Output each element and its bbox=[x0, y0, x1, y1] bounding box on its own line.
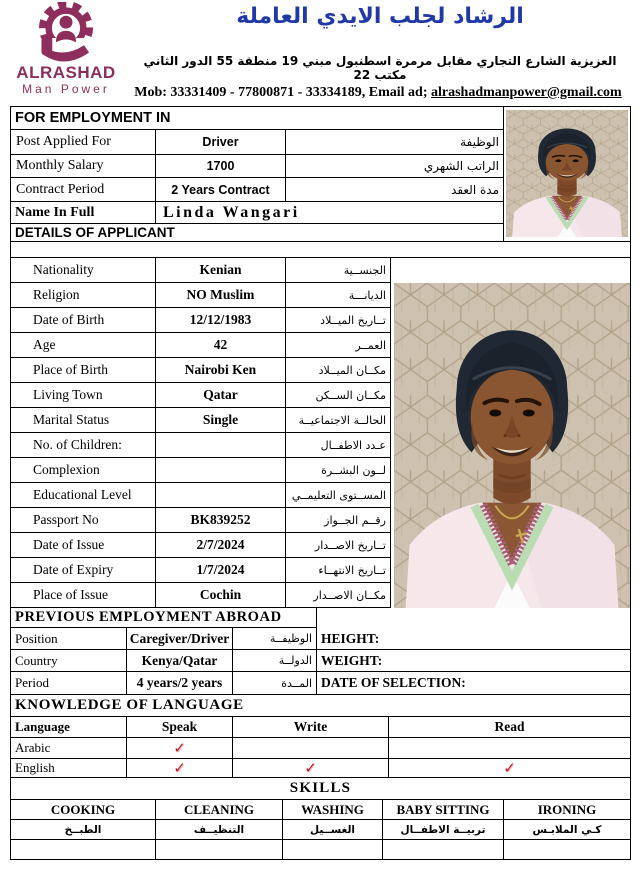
read-cell bbox=[389, 738, 630, 758]
language-column-header: Language bbox=[11, 717, 127, 737]
contact-numbers: Mob: 33331409 - 77800871 - 33334189, Email ad; bbox=[134, 85, 431, 100]
logo-subtitle: Man Power bbox=[22, 81, 110, 96]
field-label-arabic: مكــان الميــلاد bbox=[318, 363, 386, 377]
language-name: Arabic bbox=[11, 738, 127, 758]
agency-title-arabic: الرشاد لجلب الايدي العاملة bbox=[236, 4, 524, 29]
previous-section-title: PREVIOUS EMPLOYMENT ABROAD bbox=[11, 608, 317, 628]
skill-arabic: التنظيــف bbox=[156, 820, 283, 839]
check-icon: ✓ bbox=[304, 759, 317, 777]
details-row bbox=[11, 258, 390, 283]
field-label-arabic: الديانـــة bbox=[348, 288, 386, 302]
field-value: 4 years/2 years bbox=[127, 672, 233, 694]
logo-name: ALRASHAD bbox=[16, 63, 116, 82]
employment-row bbox=[11, 155, 503, 178]
field-label-arabic: رقــم الجــواز bbox=[324, 513, 386, 527]
check-icon: ✓ bbox=[503, 759, 516, 777]
field-label: Contract Period bbox=[11, 178, 156, 201]
field-label-arabic: الوظيفــة bbox=[233, 628, 317, 649]
field-label-arabic: الوظيفة bbox=[460, 135, 499, 149]
skill-header: WASHING bbox=[283, 800, 383, 819]
field-label: Complexion bbox=[11, 458, 156, 482]
details-row bbox=[11, 533, 390, 558]
skills-header-row bbox=[11, 800, 630, 820]
skills-section-title: SKILLS bbox=[11, 778, 630, 800]
measurement-label: HEIGHT: bbox=[321, 630, 380, 646]
email-link[interactable]: alrashadmanpower@gmail.com bbox=[430, 85, 622, 100]
details-row bbox=[11, 558, 390, 583]
field-label: Place of Issue bbox=[11, 583, 156, 607]
field-label: No. of Children: bbox=[11, 433, 156, 457]
field-label-arabic: مدة العقد bbox=[451, 182, 499, 197]
details-row bbox=[11, 433, 390, 458]
previous-row bbox=[11, 628, 630, 650]
skill-empty-cell bbox=[11, 840, 156, 859]
skill-header: COOKING bbox=[11, 800, 156, 819]
field-value: 12/12/1983 bbox=[156, 308, 286, 332]
field-label-arabic: الدولــة bbox=[233, 650, 317, 671]
manpower-logo-icon bbox=[22, 2, 110, 64]
skill-header: IRONING bbox=[537, 801, 597, 817]
field-label: Country bbox=[11, 650, 127, 671]
field-label: Monthly Salary bbox=[11, 155, 156, 177]
language-header-row bbox=[11, 717, 630, 738]
skills-section bbox=[11, 778, 630, 859]
details-row bbox=[11, 308, 390, 333]
language-row bbox=[11, 759, 630, 778]
field-label-arabic: تــاريخ الانتهــاء bbox=[318, 563, 386, 577]
language-row bbox=[11, 738, 630, 759]
field-label: Marital Status bbox=[11, 408, 156, 432]
field-label: Period bbox=[11, 672, 127, 694]
read-cell bbox=[389, 759, 630, 777]
contact-line bbox=[120, 85, 636, 101]
skill-empty-cell bbox=[504, 840, 630, 859]
agency-address-arabic: العزيزية الشارع التجاري مقابل مرمرة اسطنبول مبني 19 منطقة 55 الدور الثاني مكتب 22 bbox=[143, 54, 617, 82]
field-label-arabic: الجنســية bbox=[343, 263, 386, 277]
check-icon: ✓ bbox=[173, 759, 186, 777]
field-label-arabic: العمــر bbox=[355, 338, 386, 352]
skill-arabic: كـي الملابـس bbox=[532, 823, 602, 836]
field-label-arabic: المــدة bbox=[233, 672, 317, 694]
field-value: 1/7/2024 bbox=[156, 558, 286, 582]
employment-section-title: FOR EMPLOYMENT IN bbox=[11, 107, 503, 130]
field-label-arabic: مكــان الاصــدار bbox=[313, 588, 386, 602]
name-row bbox=[11, 202, 503, 224]
details-section bbox=[11, 258, 391, 608]
details-section-title: DETAILS OF APPLICANT bbox=[11, 224, 503, 242]
field-label: Living Town bbox=[11, 383, 156, 407]
details-row bbox=[11, 358, 390, 383]
field-value: Single bbox=[156, 408, 286, 432]
cv-table bbox=[10, 106, 631, 860]
field-label: Passport No bbox=[11, 508, 156, 532]
field-label: Date of Expiry bbox=[11, 558, 156, 582]
skills-arabic-row bbox=[11, 820, 630, 840]
skills-empty-row bbox=[11, 840, 630, 859]
field-label-arabic: لــون البشــرة bbox=[321, 463, 386, 477]
skill-empty-cell bbox=[283, 840, 383, 859]
field-label-arabic: المســتوى التعليمــي bbox=[291, 488, 386, 502]
employment-row bbox=[11, 178, 503, 202]
field-label: Age bbox=[11, 333, 156, 357]
measurement-label: WEIGHT: bbox=[321, 652, 383, 668]
write-cell bbox=[233, 738, 389, 758]
details-row bbox=[11, 283, 390, 308]
speak-cell bbox=[127, 759, 233, 777]
field-label-arabic: الراتب الشهري bbox=[423, 159, 499, 173]
field-label: Educational Level bbox=[11, 483, 156, 507]
field-label-arabic: عـدد الاطفــال bbox=[320, 438, 386, 452]
details-row bbox=[11, 483, 390, 508]
language-column-header: Read bbox=[494, 719, 525, 734]
language-name: English bbox=[11, 759, 127, 777]
write-cell bbox=[233, 759, 389, 777]
field-value: 42 bbox=[156, 333, 286, 357]
field-label-arabic: تــاريخ الميــلاد bbox=[320, 313, 386, 327]
field-value bbox=[156, 433, 286, 457]
field-label-arabic: مكــان الســكن bbox=[315, 388, 386, 402]
field-value: Kenya/Qatar bbox=[127, 650, 233, 671]
field-value: BK839252 bbox=[156, 508, 286, 532]
details-row bbox=[11, 458, 390, 483]
field-label-arabic: الحالــة الاجتماعيــة bbox=[298, 413, 386, 427]
field-value: Driver bbox=[156, 130, 286, 154]
skill-empty-cell bbox=[156, 840, 283, 859]
skill-header: BABY SITTING bbox=[383, 800, 504, 819]
applicant-photo-small bbox=[504, 107, 630, 242]
previous-row bbox=[11, 650, 630, 672]
employment-row bbox=[11, 130, 503, 155]
skill-arabic: تربيــة الاطفــال bbox=[383, 820, 504, 839]
field-label: Nationality bbox=[11, 258, 156, 282]
language-section-title: KNOWLEDGE OF LANGUAGE bbox=[11, 695, 630, 717]
field-label-arabic: تــاريخ الاصــدار bbox=[314, 538, 386, 552]
details-row bbox=[11, 333, 390, 358]
details-row bbox=[11, 383, 390, 408]
language-column-header: Write bbox=[233, 717, 389, 737]
field-label: Date of Birth bbox=[11, 308, 156, 332]
language-section bbox=[11, 695, 630, 778]
field-label: Post Applied For bbox=[11, 130, 156, 154]
skill-arabic: الطبــخ bbox=[11, 820, 156, 839]
field-value: NO Muslim bbox=[156, 283, 286, 307]
field-label: Place of Birth bbox=[11, 358, 156, 382]
field-value: Nairobi Ken bbox=[156, 358, 286, 382]
details-row bbox=[11, 583, 390, 608]
details-row bbox=[11, 508, 390, 533]
skill-arabic: الغســيل bbox=[283, 820, 383, 839]
name-label: Name In Full bbox=[11, 202, 156, 223]
field-label: Date of Issue bbox=[11, 533, 156, 557]
field-value: Kenian bbox=[156, 258, 286, 282]
field-value bbox=[156, 483, 286, 507]
language-column-header: Speak bbox=[127, 717, 233, 737]
field-value: 2 Years Contract bbox=[156, 178, 286, 201]
field-value: Caregiver/Driver bbox=[127, 628, 233, 649]
spacer-row bbox=[11, 242, 630, 258]
name-value: Linda Wangari bbox=[163, 203, 300, 221]
field-value: 1700 bbox=[156, 155, 286, 177]
field-value: Qatar bbox=[156, 383, 286, 407]
field-value: 2/7/2024 bbox=[156, 533, 286, 557]
field-value: Cochin bbox=[156, 583, 286, 607]
skill-empty-cell bbox=[383, 840, 504, 859]
check-icon: ✓ bbox=[173, 739, 186, 757]
field-value bbox=[156, 458, 286, 482]
speak-cell bbox=[127, 738, 233, 758]
employment-section bbox=[11, 107, 504, 242]
applicant-photo-large bbox=[394, 283, 630, 608]
details-row bbox=[11, 408, 390, 433]
agency-logo bbox=[8, 2, 124, 96]
skill-header: CLEANING bbox=[156, 800, 283, 819]
previous-employment-section bbox=[11, 608, 630, 695]
measurement-label: DATE OF SELECTION: bbox=[321, 675, 466, 690]
field-label: Position bbox=[11, 628, 127, 649]
previous-row bbox=[11, 672, 630, 695]
field-label: Religion bbox=[11, 283, 156, 307]
